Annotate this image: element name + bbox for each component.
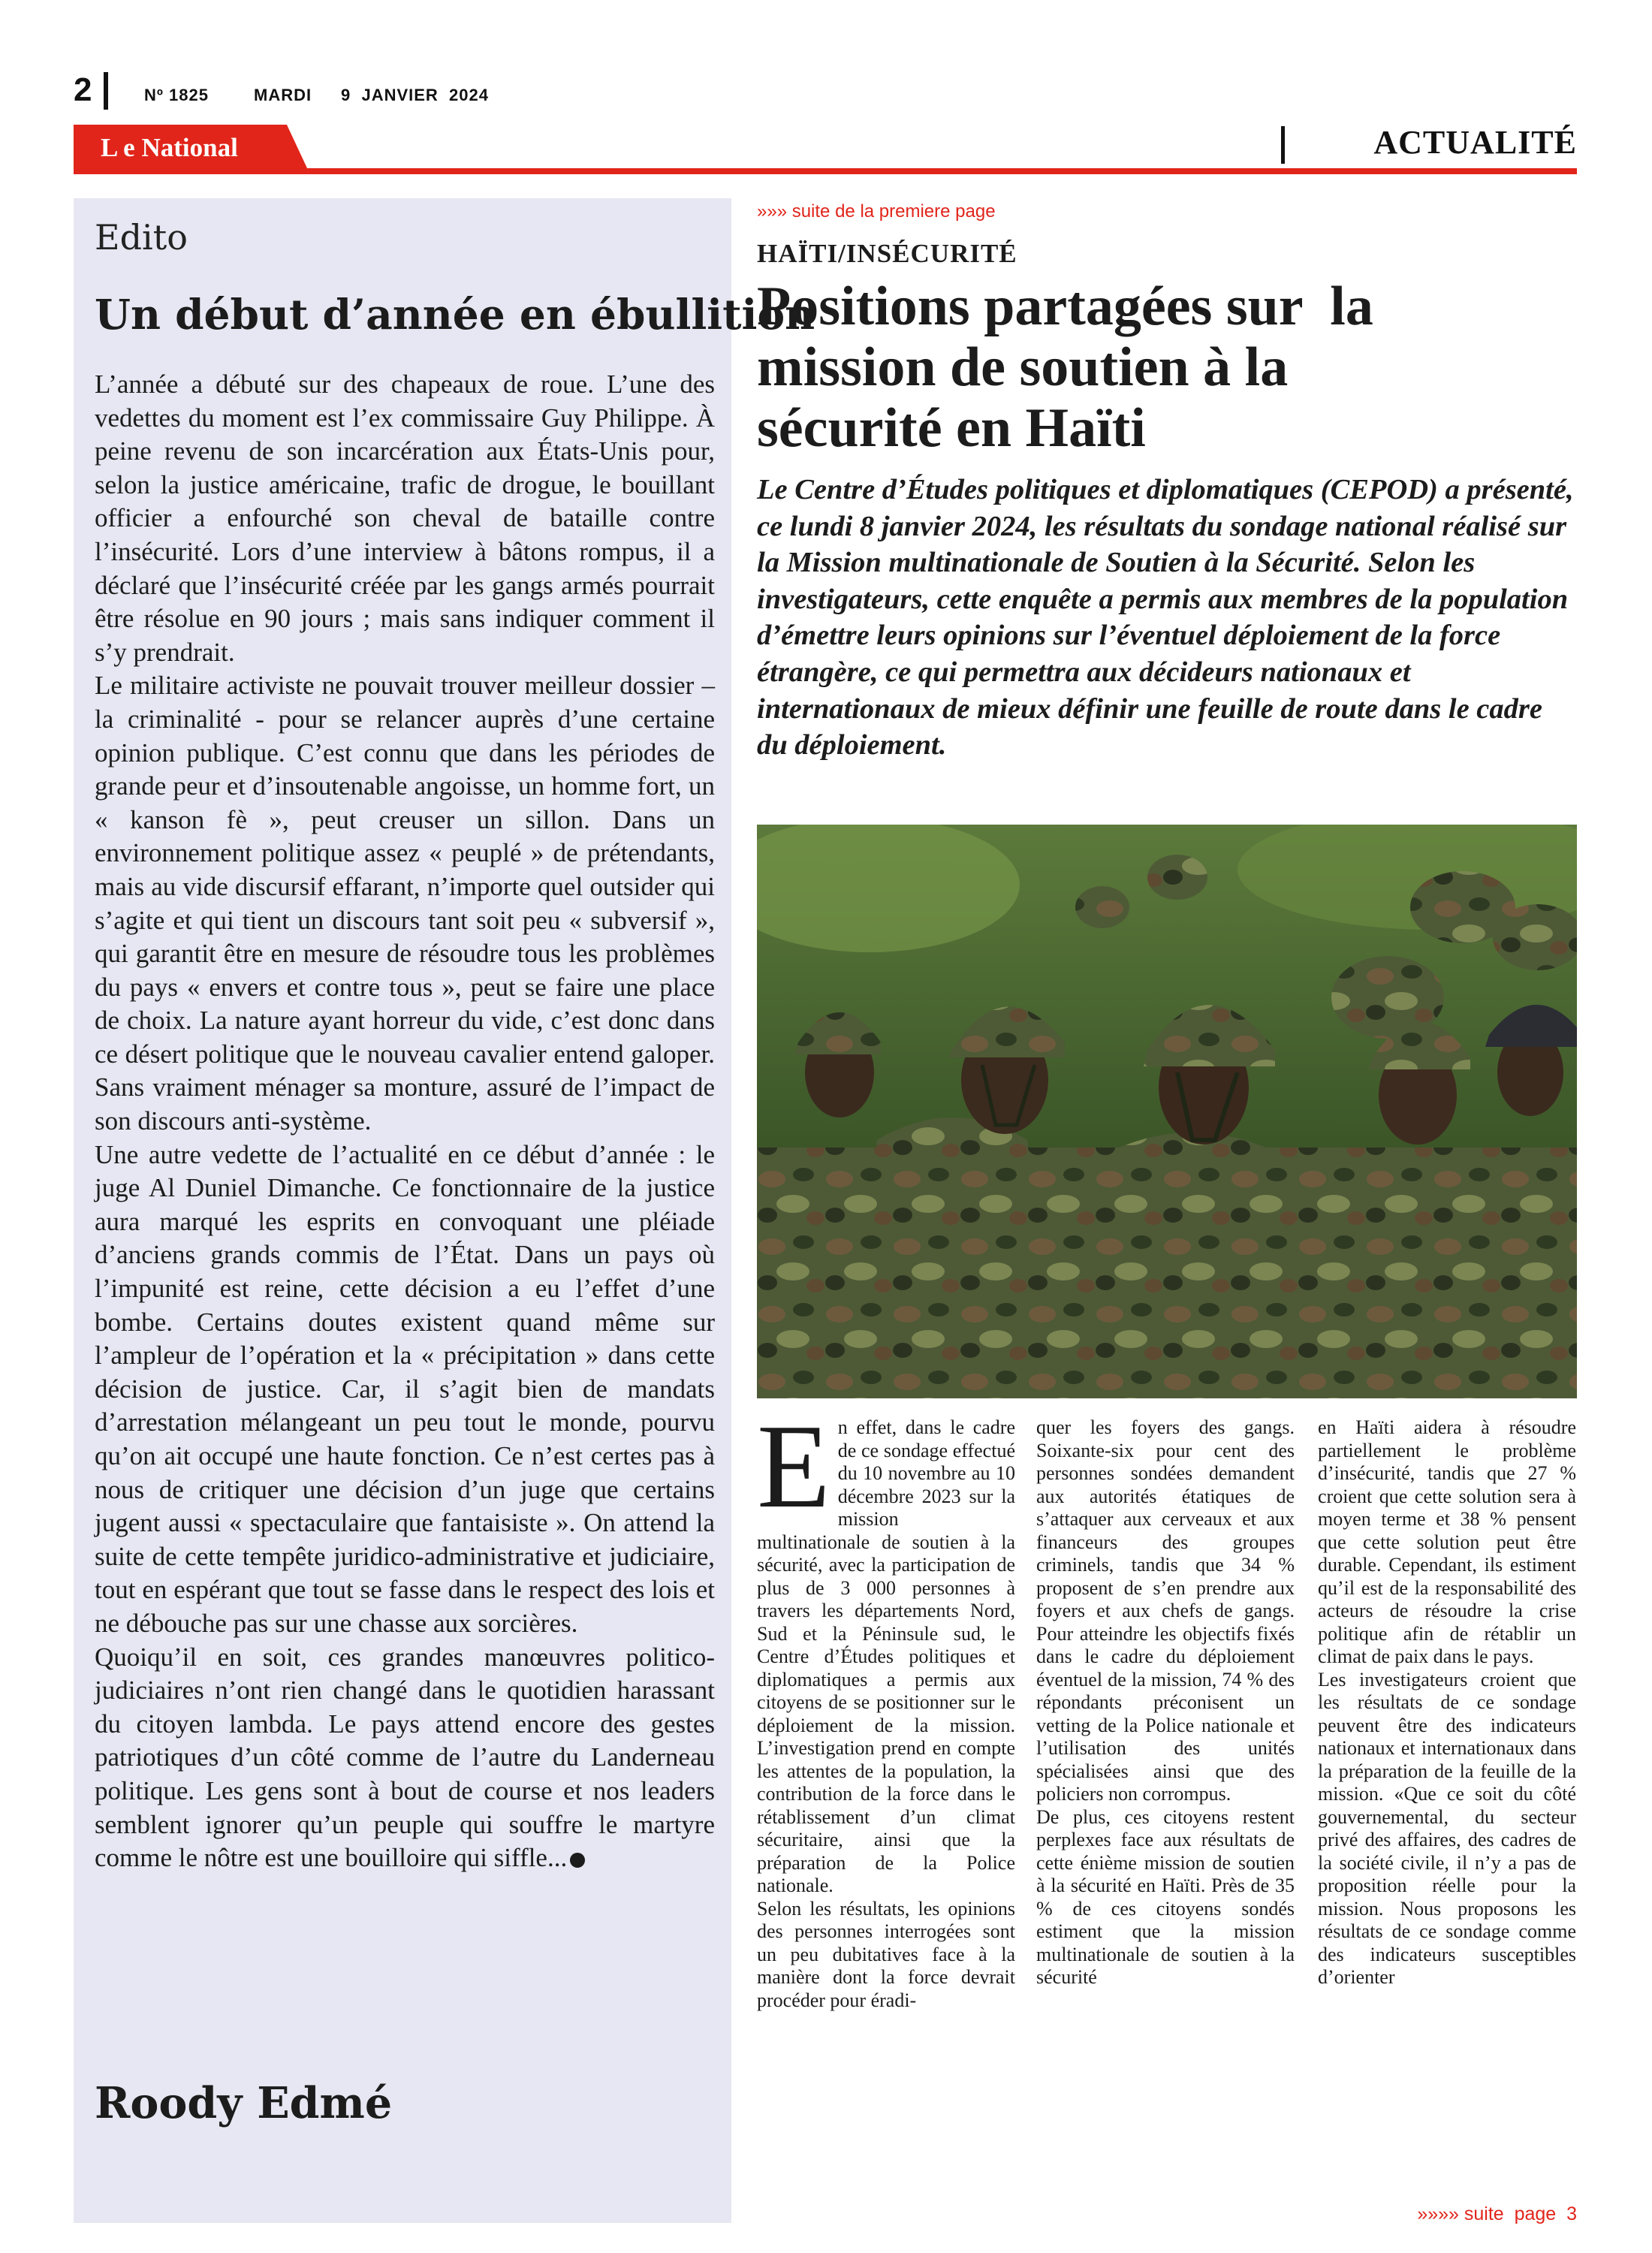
header-rule <box>74 168 1577 174</box>
end-mark-icon <box>570 1853 585 1868</box>
article-paragraph: De plus, ces citoyens restent perplexes face aux résultats de cette énième mission de soutien à la sécurité en Haïti. Près de 35 % de ces citoyens sondés estiment que la mission multinationale de soutien à la sécurité <box>1036 1805 1295 1988</box>
edito-paragraph: Une autre vedette de l’actualité en ce début d’année : le juge Al Duniel Dimanche. Ce fonctionnaire de la justice aura marqué les esprits en convoquant une pléiade d’anciens grands commis de l’État. Dans un pays où l’impunité est reine, cette décision a eu l’effet d’une bombe. Certains doutes existent quand même sur l’ampleur de l’opération et la « précipitation » dans cette décision de justice. Car, il s’agit bien de mandats d’arrestation mélangeant un peu tout le monde, pourvu qu’on ait occupé une haute fonction. Ce n’est certes pas à nous de critiquer une décision d’un juge que certains jugent aussi « spectaculaire que fantaisiste ». On attend la suite de cette tempête juridico-administrative et judiciaire, tout en espérant que tout se fasse dans le respect des lois et ne débouche pas sur une chasse aux sorcières. <box>95 1139 715 1638</box>
article-column-1 <box>757 1399 1015 2012</box>
section-divider <box>1281 126 1285 164</box>
soldiers-photo <box>757 825 1577 1398</box>
article-paragraph-text: n effet, dans le cadre de ce sondage effectué du 10 novembre au 10 décembre 2023 sur la mission multinationale de soutien à la sécurité, avec la participation de plus de 3 000 personnes à travers les départements Nord, Sud et la Péninsule sud, le Centre d’Études politiques et diplomatiques a permis aux citoyens de se positionner sur le déploiement de la mission. L’investigation prend en compte les attentes de la population, la contribution de la force dans le rétablissement d’un climat sécuritaire, ainsi que la préparation de la Police nationale. <box>757 1416 1015 1896</box>
page-number: 2 <box>74 71 92 108</box>
edito-paragraph-last <box>95 1641 715 1875</box>
brand-name: L e National <box>101 133 238 162</box>
article-title-line: mission de soutien à la <box>757 336 1289 398</box>
section-name: ACTUALITÉ <box>1373 124 1577 161</box>
edito-paragraph: L’année a débuté sur des chapeaux de roue. L’une des vedettes du moment est l’ex commissaire Guy Philippe. À peine revenu de son incarcération aux États-Unis pour, selon la justice américaine, trafic de drogue, le bouillant officier a enfourché son cheval de bataille contre l’insécurité. Lors d’une interview à bâtons rompus, il a déclaré que l’insécurité créée par les gangs armés pourrait être résolue en 90 jours ; mais sans indiquer comment il s’y prendrait. <box>95 369 715 667</box>
article-paragraph: en Haïti aidera à résoudre partiellement le problème d’insécurité, tandis que 27 % croient que cette solution sera à moyen terme et 38 % pensent que cette solution peut être durable. Cependant, ils estiment qu’il est de la responsabilité des acteurs de résoudre la crise politique afin de rétablir un climat de paix dans le pays. <box>1318 1416 1576 1667</box>
edito-label: Edito <box>95 217 188 258</box>
article-title <box>757 276 1583 459</box>
continued-to-label: »»»» suite page 3 <box>1417 2203 1577 2224</box>
article-kicker: HAÏTI/INSÉCURITÉ <box>757 239 1017 268</box>
issue-weekday: MARDI <box>254 86 312 104</box>
soldiers-photo-illustration <box>757 825 1577 1398</box>
edito-body <box>95 368 715 1875</box>
edito-paragraph: Le militaire activiste ne pouvait trouver meilleur dossier – la criminalité - pour se relancer auprès d’une certaine opinion publique. C’est connu que dans les périodes de grande peur et d’insoutenable angoisse, un homme fort, un « kanson fè », peut creuser un sillon. Dans un environnement politique assez « peuplé » de prétendants, mais au vide discursif effarant, n’importe quel outsider qui s’agite et qui tient un discours tant soit peu « subversif », qui garantit être en mesure de résoudre tous les problèmes du pays « envers et contre tous », peut se faire une place de choix. La nature ayant horreur du vide, c’est donc dans ce désert politique que le nouveau cavalier entend galoper. Sans vraiment ménager sa monture, assuré de l’impact de son discours anti-système. <box>95 671 715 1136</box>
issue-date: 9 JANVIER 2024 <box>341 86 489 104</box>
edito-paragraph-text: Quoiqu’il en soit, ces grandes manœuvres politico-judiciaires n’ont rien changé dans le quotidien harassant du citoyen lambda. Le pays attend encore des gestes patriotiques d’un côté comme de l’autre du Landerneau politique. Les gens sont à bout de course et nos leaders semblent ignorer qu’un peuple qui souffre le martyre comme le nôtre est une bouilloire qui siffle... <box>95 1642 715 1873</box>
article-paragraph <box>757 1399 1015 1898</box>
article-paragraph: Selon les résultats, les opinions des personnes interrogées sont un peu dubitatives face à la manière dont la force devrait procéder pour éradi- <box>757 1897 1015 2011</box>
article-title-line: Positions partagées sur la <box>757 276 1373 337</box>
article-lead: Le Centre d’Études politiques et diplomatiques (CEPOD) a présenté, ce lundi 8 janvier 2024, les résultats du sondage national réalisé sur la Mission multinationale de Soutien à la Sécurité. Selon les investigateurs, cette enquête a permis aux membres de la population d’émettre leurs opinions sur l’éventuel déploiement de la force étrangère, ce qui permettra aux décideurs nationaux et internationaux de mieux définir une feuille de route dans le cadre du déploiement. <box>757 474 1574 762</box>
continued-from-label: »»» suite de la premiere page <box>757 201 996 222</box>
article-paragraph: quer les foyers des gangs. Soixante-six pour cent des personnes sondées demandent aux autorités étatiques de s’attaquer aux cerveaux et aux financeurs des groupes criminels, tandis que 34 % proposent de s’en prendre aux foyers et aux chefs de gangs. Pour atteindre les objectifs fixés dans le cadre du déploiement éventuel de la mission, 74 % des répondants préconisent un vetting de la Police nationale et l’utilisation des unités spécialisées ainsi que des policiers non corrompus. <box>1036 1416 1295 1805</box>
article-column-2 <box>1036 1416 1295 1989</box>
article-column-3 <box>1318 1416 1576 1989</box>
edito-author: Roody Edmé <box>95 2078 393 2128</box>
article-title-line: sécurité en Haïti <box>757 397 1146 459</box>
issue-number: Nº 1825 <box>144 86 209 104</box>
drop-cap: E <box>757 1399 831 1533</box>
article-paragraph: Les investigateurs croient que les résultats de ce sondage peuvent être des indicateurs nationaux et internationaux dans la préparation de la feuille de la mission. «Que ce soit du côté gouvernemental, du secteur privé des affaires, des cadres de la société civile, il n’y a pas de proposition réelle pour la mission. Nous proposons les résultats de ce sondage comme des indicateurs susceptibles d’orienter <box>1318 1668 1576 1988</box>
header-divider <box>104 72 108 110</box>
edito-title: Un début d’année en ébullition <box>95 290 815 339</box>
